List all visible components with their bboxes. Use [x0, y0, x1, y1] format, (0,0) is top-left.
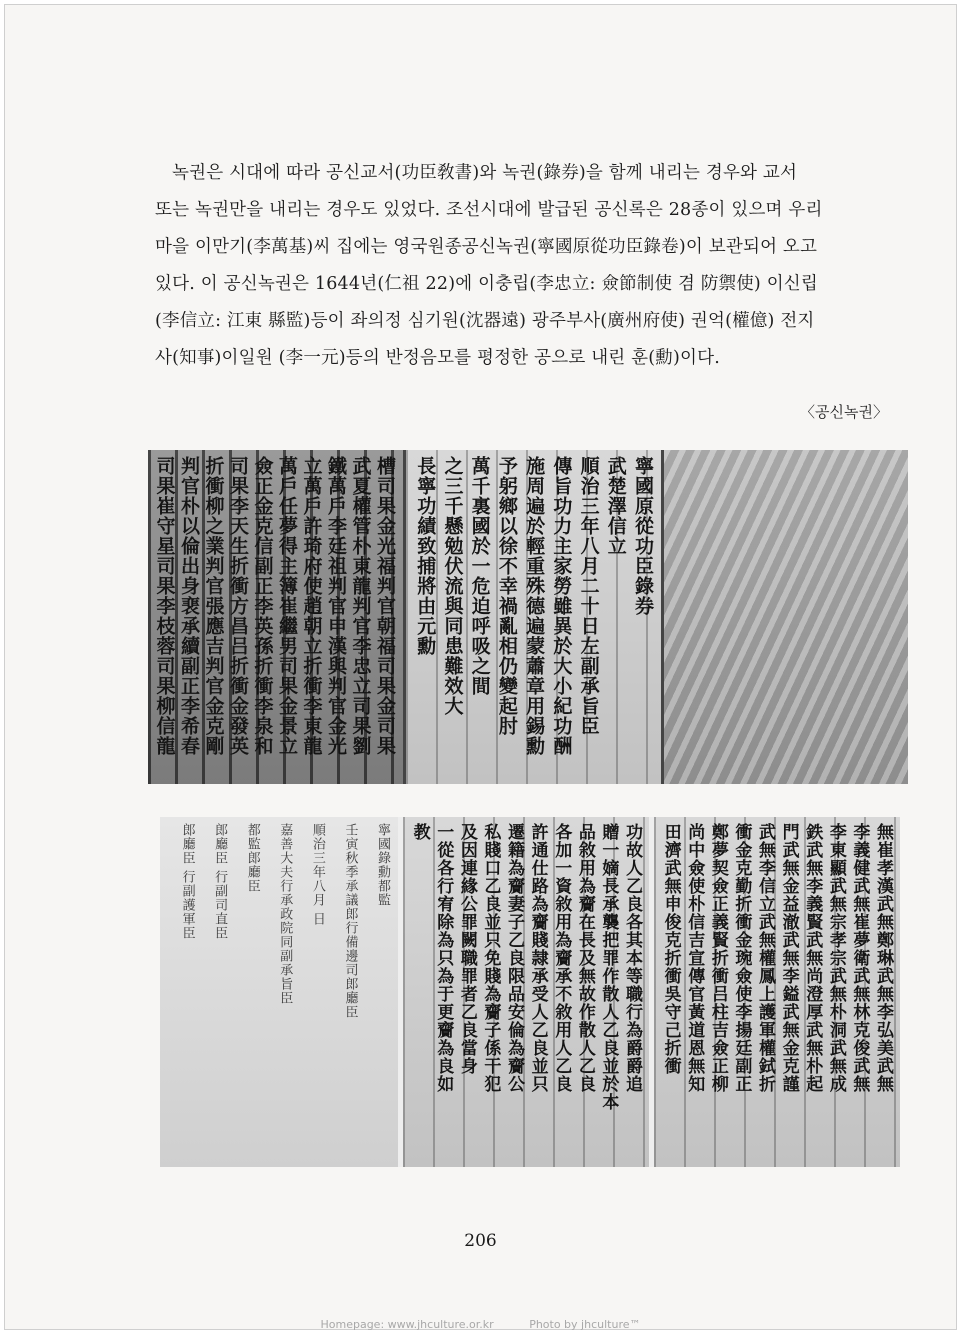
- document-column-text: 司果李天生折衝方昌吕折衝金發英: [227, 456, 249, 756]
- document-column-text: 寧國原從功臣錄券: [632, 456, 654, 616]
- page-number: 206: [464, 1231, 497, 1251]
- document-column-text: 各加一資敘用為齎承不敘用人乙良: [551, 823, 572, 1093]
- document-column-text: 私賤口乙良並只免賤為齎子係干犯: [480, 823, 501, 1093]
- photo-panel-middle: [403, 817, 649, 1167]
- document-column-text: 無崔孝漢武無鄭琳武無李弘美武無: [873, 823, 893, 1093]
- document-column-text: 槽司果金光福判官朝福司果金司果: [374, 456, 396, 756]
- document-column-text: 尚中僉使朴信吉宣傳官黃道恩無知: [684, 823, 705, 1093]
- document-column-text: 施周遍於輕重殊德遍蒙蕭章用錫勳: [523, 456, 546, 756]
- document-column-text: 予躬鄉以徐不幸禍亂相仍變起肘: [495, 456, 518, 736]
- document-column-text: 教: [409, 823, 430, 841]
- document-column-text: 僉正金克信副正李英孫折衝李泉和: [251, 456, 274, 756]
- page-footer: [5, 1318, 956, 1331]
- document-column-text: 郎廳臣 行副司直臣: [212, 823, 228, 941]
- photo-panel-right: [654, 817, 900, 1167]
- document-column-text: 許通仕路為齎賤隷承受人乙良並只: [527, 823, 548, 1093]
- document-column-text: 郎廳臣 行副護軍臣: [179, 823, 195, 941]
- document-photo-top: [148, 450, 908, 784]
- document-column-text: 傳旨功力主家勞雖異於大小紀功酬: [550, 456, 573, 756]
- document-column-text: 壬寅秋季承議郎行備邊司郎廳臣: [342, 823, 358, 1019]
- document-column-text: 順治三年八月二十日左副承旨臣: [577, 456, 600, 736]
- document-column-text: 長寧功績致捕將由元勳: [414, 456, 437, 656]
- paragraph-line: (李信立: 江東 縣監)등이 좌의정 심기원(沈器遠) 광주부사(廣州府使) 권억(權億) 전지: [155, 311, 815, 331]
- body-paragraph: [155, 155, 910, 377]
- document-column-text: 贈一嫡長承襲把罪作散人乙良並於本: [598, 823, 619, 1111]
- document-column-text: 品敘用為齎在長及無故作散人乙良: [574, 823, 595, 1093]
- document-column-text: 立萬戶許琦府使趙朝立折衝李東龍: [300, 456, 323, 756]
- document-column-text: 都監郎廳臣: [244, 823, 260, 893]
- document-column-text: 判官朴以倫出身裵承續副正李希春: [178, 456, 200, 756]
- paragraph-line: 녹권은 시대에 따라 공신교서(功臣敎書)와 녹권(錄券)을 함께 내리는 경우와 교서: [172, 163, 798, 183]
- document-column-text: 司果崔守星司果李枝蓉司果柳信龍: [153, 456, 176, 756]
- document-column-text: 順治三年八月 日: [309, 823, 325, 927]
- document-column-text: 衝金克勤折衝金琬僉使李揚廷副正: [731, 823, 752, 1093]
- document-column-text: 李東顯武無宗孝宗武無朴洞武無成: [825, 823, 846, 1093]
- document-column-text: 寧國錄勳都監: [375, 823, 390, 907]
- paragraph-line: 사(知事)이일원 (李一元)등의 반정음모를 평정한 공으로 내린 훈(勳)이다.: [155, 348, 721, 368]
- paragraph-line: 마을 이만기(李萬基)씨 집에는 영국원종공신녹권(寧國原從功臣錄卷)이 보관되어 오고: [155, 237, 818, 257]
- document-column-text: 萬戶任夢得主簿崔繼男司果金景立: [276, 456, 298, 756]
- photo-panel-left: [148, 450, 403, 784]
- paragraph-line: 있다. 이 공신녹권은 1644년(仁祖 22)에 이충립(李忠立: 僉節制使 겸 防禦使) 이신립: [155, 274, 819, 294]
- paragraph-line: 또는 녹권만을 내리는 경우도 있었다. 조선시대에 발급된 공신록은 28종이 있으며 우리: [155, 200, 823, 220]
- document-column-text: 鉄武無李義賢武無尚澄厚武無朴起: [802, 823, 823, 1093]
- document-column-text: 功故人乙良各其本等職行為爵爵追: [622, 823, 642, 1093]
- document-column-text: 武無李信立武無權鳳上護軍權鉽折: [755, 823, 775, 1093]
- photo-panel-left: [160, 817, 398, 1167]
- document-column-text: 折衝柳之業判官張應吉判官金克剛: [202, 456, 225, 756]
- document-page: [4, 4, 957, 1330]
- document-photo-bottom: [160, 817, 900, 1167]
- document-column-text: 門武無金益澈武無李鎰武無金克謹: [778, 823, 799, 1093]
- document-column-text: 李義健武無崔夢衛武無林克俊武無: [849, 823, 870, 1093]
- document-column-text: 一從各行宥除為只為于更齎為良如: [433, 823, 454, 1093]
- document-column-text: 萬千裏國於一危迫呼吸之間: [468, 456, 491, 696]
- document-column-text: 武夏權管朴東龍判官李忠立司果劉: [349, 456, 372, 756]
- photo-panel-right: [664, 450, 908, 784]
- document-column-text: 武楚澤信立: [604, 456, 627, 556]
- footer-homepage: Homepage: www.jhculture.or.kr: [320, 1318, 494, 1331]
- document-column-text: 嘉善大夫行承政院同副承旨臣: [277, 823, 293, 1005]
- document-column-text: 遷籍為齎妻子乙良限品安倫為齎公: [504, 823, 524, 1093]
- figure-caption: 〈공신녹권〉: [800, 403, 888, 421]
- document-column-text: 鐵萬戶李廷祖判官申漢與判官金光: [325, 456, 347, 756]
- document-column-text: 鄭夢契僉正義賢折衝吕柱吉僉正柳: [707, 823, 728, 1093]
- document-column-text: 田濟武無申俊克折衝吳守己折衝: [660, 823, 681, 1075]
- document-column-text: 及因連緣公罪闕職罪者乙良當身: [456, 823, 477, 1075]
- document-column-text: 之三千懸勉伏流與同患難效大: [441, 456, 464, 716]
- photo-panel-middle: [406, 450, 661, 784]
- footer-credit: Photo by jhculture™: [529, 1318, 641, 1331]
